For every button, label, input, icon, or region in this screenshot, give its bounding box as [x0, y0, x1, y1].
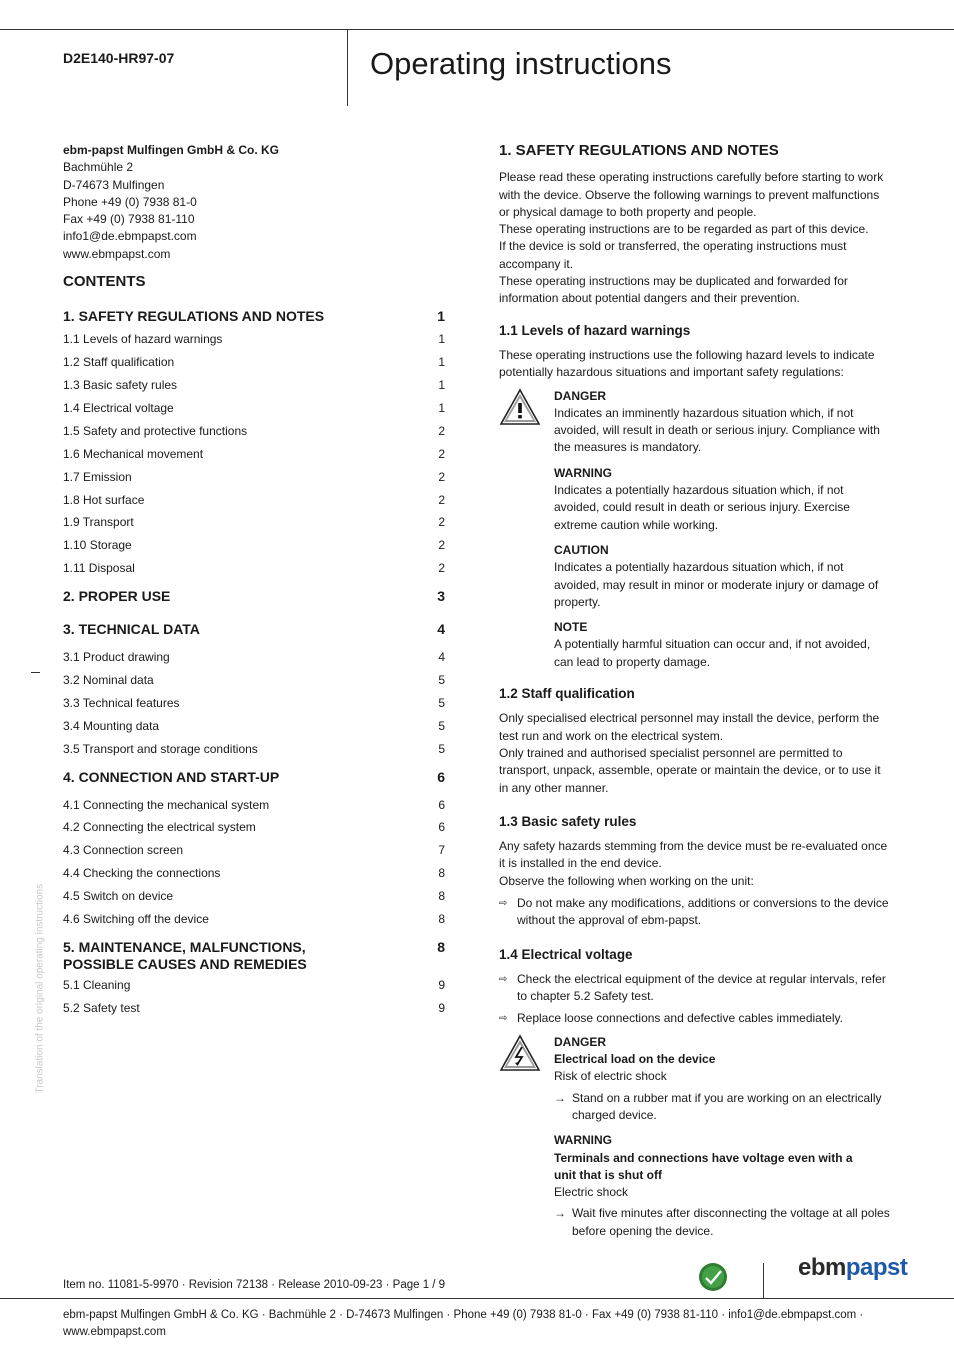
toc-entry[interactable] — [63, 695, 445, 718]
instruction-text: Stand on a rubber mat if you are working on an electrically charged device. — [572, 1090, 882, 1122]
toc-entry[interactable] — [63, 377, 445, 400]
paragraph: If the device is sold or transferred, the operating instructions must accompany it. — [499, 239, 847, 271]
toc-chapter[interactable] — [63, 588, 445, 616]
list-item-text: Check the electrical equipment of the device at regular intervals, refer to chapter 5.2 Safety test. — [517, 971, 886, 1004]
footer-address: ebm-papst Mulfingen GmbH & Co. KG · Bachmühle 2 · D-74673 Mulfingen · Phone +49 (0) 7938 81-0 · Fax +49 (0) 7938 81-110 · info1@de.ebmpapst.com · www.ebmpapst.com — [63, 1309, 864, 1339]
paragraph: Please read these operating instructions carefully before starting to work with the device. Observe the following warnings to prevent malfunctions or physical damage to both property and people. — [499, 170, 884, 219]
toc-entry-label: 1.7 Emission — [63, 469, 132, 484]
ebmpapst-logo: ebmpapst — [798, 1254, 908, 1281]
danger-text: Risk of electric shock — [554, 1069, 667, 1084]
toc-entry[interactable] — [63, 888, 445, 911]
danger-label: DANGER — [554, 388, 607, 403]
instruction-item — [554, 1205, 891, 1240]
toc-entry-label: 4.3 Connection screen — [63, 843, 184, 858]
subsection-title: 1.2 Staff qualification — [499, 686, 635, 702]
list-item — [499, 971, 891, 1006]
caution-text: Indicates a potentially hazardous situation which, if not avoided, may result in minor or moderate injury or damage of property. — [554, 560, 879, 609]
toc-entry-label: 3.1 Product drawing — [63, 650, 170, 665]
toc-entry-label: 5. MAINTENANCE, MALFUNCTIONS, POSSIBLE CAUSES AND REMEDIES — [63, 938, 307, 973]
translation-note: Translation of the original operating instructions — [34, 883, 46, 1094]
instruction-item — [554, 1090, 891, 1125]
note-label: NOTE — [554, 620, 588, 635]
paragraph: These operating instructions are to be regarded as part of this device. — [499, 222, 869, 237]
footer-rule — [0, 1298, 954, 1299]
toc-page-number: 1 — [438, 378, 445, 393]
toc-page-number: 8 — [437, 938, 445, 955]
electrical-hazards — [499, 1034, 891, 1240]
toc-entry[interactable] — [63, 400, 445, 423]
paragraph: These operating instructions use the following hazard levels to indicate potentially hazardous situations and important safety regulations: — [499, 347, 875, 380]
toc-entry[interactable] — [63, 741, 445, 764]
toc-entry[interactable] — [63, 649, 445, 672]
right-arrow-icon: → — [554, 1090, 566, 1105]
toc-page-number: 8 — [438, 889, 445, 904]
header-divider — [347, 30, 348, 106]
logo-divider — [763, 1263, 764, 1299]
paragraph: Only specialised electrical personnel may install the device, perform the test run and work on the electrical system. — [499, 711, 880, 743]
section-title: 1. SAFETY REGULATIONS AND NOTES — [499, 142, 779, 159]
toc-page-number: 6 — [437, 768, 445, 785]
instruction-text: Wait five minutes after disconnecting the voltage at all poles before opening the device. — [572, 1206, 890, 1238]
toc-entry-label: 4. CONNECTION AND START-UP — [63, 768, 280, 785]
email-link[interactable]: info1@de.ebmpapst.com — [63, 229, 197, 244]
toc-entry[interactable] — [63, 1000, 445, 1023]
toc-entry[interactable] — [63, 819, 445, 842]
subsection-title: 1.1 Levels of hazard warnings — [499, 322, 691, 338]
toc-entry[interactable] — [63, 537, 445, 560]
danger-text: Indicates an imminently hazardous situation which, if not avoided, will result in death or serious injury. Compliance with the measures is mandatory. — [554, 405, 880, 455]
toc-entry[interactable] — [63, 718, 445, 741]
toc-page-number: 3 — [437, 588, 445, 605]
toc-entry[interactable] — [63, 977, 445, 1000]
document-info: Item no. 11081-5-9970 · Revision 72138 · Release 2010-09-23 · Page 1 / 9 — [63, 1279, 446, 1291]
toc-entry-label: 2. PROPER USE — [63, 588, 171, 605]
toc-page-number: 5 — [438, 672, 445, 687]
table-of-contents — [63, 273, 445, 1023]
toc-page-number: 4 — [437, 621, 445, 638]
toc-entry[interactable] — [63, 865, 445, 888]
header-top-rule — [0, 29, 954, 30]
toc-entry-label: 1.2 Staff qualification — [63, 355, 175, 370]
toc-entry[interactable] — [63, 446, 445, 469]
list-item-text: Replace loose connections and defective cables immediately. — [517, 1011, 843, 1026]
toc-page-number: 2 — [438, 446, 445, 461]
toc-page-number: 6 — [438, 820, 445, 835]
toc-entry-label: 4.5 Switch on device — [63, 889, 174, 904]
toc-entry-label: 1.8 Hot surface — [63, 492, 145, 507]
toc-page-number: 1 — [438, 332, 445, 347]
toc-list — [63, 308, 445, 1022]
toc-entry-label: 5.1 Cleaning — [63, 977, 131, 992]
toc-entry-label: 1.1 Levels of hazard warnings — [63, 332, 223, 347]
model-number: D2E140-HR97-07 — [63, 50, 175, 66]
toc-entry-label: 4.1 Connecting the mechanical system — [63, 797, 270, 812]
fax: Fax +49 (0) 7938 81-110 — [63, 212, 195, 227]
right-arrow-icon: → — [554, 1206, 566, 1221]
bullet-arrow-icon: ⇨ — [499, 897, 508, 909]
toc-entry[interactable] — [63, 469, 445, 492]
website-link[interactable]: www.ebmpapst.com — [63, 246, 171, 261]
toc-entry[interactable] — [63, 331, 445, 354]
toc-entry[interactable] — [63, 560, 445, 583]
toc-page-number: 4 — [438, 650, 445, 665]
toc-page-number: 2 — [438, 492, 445, 507]
toc-entry-label: 1.10 Storage — [63, 538, 132, 553]
warning-text: Electric shock — [554, 1185, 629, 1200]
toc-entry-label: 1.5 Safety and protective functions — [63, 423, 248, 438]
toc-page-number: 2 — [438, 423, 445, 438]
toc-entry[interactable] — [63, 354, 445, 377]
caution-label: CAUTION — [554, 542, 609, 557]
phone: Phone +49 (0) 7938 81-0 — [63, 194, 197, 209]
bullet-arrow-icon: ⇨ — [499, 973, 508, 985]
danger-subtitle: Electrical load on the device — [554, 1052, 716, 1067]
paragraph: Any safety hazards stemming from the device must be re-evaluated once it is installed in the end device. — [499, 839, 888, 871]
toc-page-number: 8 — [438, 912, 445, 926]
paragraph: These operating instructions may be duplicated and forwarded for information about potential dangers and their prevention. — [499, 274, 848, 306]
toc-entry-label: 3.4 Mounting data — [63, 718, 160, 733]
toc-title: CONTENTS — [63, 273, 146, 290]
toc-entry-label: 1.6 Mechanical movement — [63, 446, 204, 461]
warning-label: WARNING — [554, 1133, 612, 1148]
toc-chapter[interactable] — [63, 308, 445, 331]
toc-entry-label: 1. SAFETY REGULATIONS AND NOTES — [63, 308, 325, 325]
warning-label: WARNING — [554, 465, 612, 480]
warning-subtitle: Terminals and connections have voltage even with a unit that is shut off — [554, 1150, 853, 1182]
toc-page-number: 8 — [438, 866, 445, 881]
toc-entry-label: 1.3 Basic safety rules — [63, 378, 178, 393]
toc-entry[interactable] — [63, 911, 445, 934]
toc-entry[interactable] — [63, 797, 445, 820]
toc-page-number: 1 — [437, 308, 445, 325]
toc-page-number: 5 — [438, 695, 445, 710]
subsection-title: 1.3 Basic safety rules — [499, 813, 637, 829]
danger-label: DANGER — [554, 1034, 607, 1049]
paragraph: Only trained and authorised specialist personnel are permitted to transport, unpack, assemble, operate or maintain the device, or to use it in any other manner. — [499, 745, 881, 795]
main-content — [499, 142, 891, 1240]
list-item — [499, 1010, 891, 1027]
toc-entry[interactable] — [63, 492, 445, 515]
greentech-logo-icon — [698, 1262, 728, 1292]
toc-page-number: 2 — [438, 515, 445, 530]
toc-entry-label: 3. TECHNICAL DATA — [63, 621, 200, 638]
toc-entry-label: 4.6 Switching off the device — [63, 912, 209, 926]
toc-entry-label: 5.2 Safety test — [63, 1000, 140, 1015]
hazard-levels — [499, 388, 891, 671]
toc-entry-label: 3.5 Transport and storage conditions — [63, 741, 258, 756]
toc-entry-label: 1.11 Disposal — [63, 561, 135, 576]
note-text: A potentially harmful situation can occur and, if not avoided, can lead to property damage. — [554, 637, 871, 669]
toc-page-number: 9 — [438, 1000, 445, 1015]
document-title: Operating instructions — [370, 46, 672, 81]
toc-entry[interactable] — [63, 672, 445, 695]
toc-page-number: 7 — [438, 843, 445, 858]
toc-chapter[interactable] — [63, 769, 445, 797]
toc-page-number: 2 — [438, 561, 445, 576]
toc-page-number: 5 — [438, 741, 445, 756]
company-address — [63, 142, 363, 263]
toc-entry-label: 1.9 Transport — [63, 515, 134, 530]
toc-entry-label: 4.2 Connecting the electrical system — [63, 820, 256, 835]
address-line: D-74673 Mulfingen — [63, 177, 165, 192]
toc-page-number: 5 — [438, 718, 445, 733]
toc-entry[interactable] — [63, 423, 445, 446]
high-voltage-icon — [499, 1034, 554, 1240]
paragraph: Observe the following when working on the unit: — [499, 873, 754, 888]
toc-page-number: 9 — [438, 977, 445, 992]
warning-triangle-icon — [499, 388, 554, 671]
bullet-arrow-icon: ⇨ — [499, 1013, 508, 1025]
toc-chapter[interactable] — [63, 621, 445, 649]
toc-entry-label: 3.2 Nominal data — [63, 672, 154, 687]
toc-entry[interactable] — [63, 842, 445, 865]
fold-mark — [31, 672, 40, 673]
list-item — [499, 895, 891, 930]
subsection-title: 1.4 Electrical voltage — [499, 946, 633, 962]
toc-entry-label: 4.4 Checking the connections — [63, 866, 221, 881]
toc-chapter[interactable] — [63, 939, 445, 977]
list-item-text: Do not make any modifications, additions or conversions to the device without the approval of ebm-papst. — [517, 895, 889, 928]
toc-entry-label: 1.4 Electrical voltage — [63, 400, 174, 415]
toc-page-number: 1 — [438, 400, 445, 415]
toc-page-number: 2 — [438, 469, 445, 484]
toc-page-number: 6 — [438, 797, 445, 812]
toc-page-number: 2 — [438, 538, 445, 553]
toc-page-number: 1 — [438, 355, 445, 370]
toc-entry-label: 3.3 Technical features — [63, 695, 180, 710]
address-line: Bachmühle 2 — [63, 160, 134, 175]
toc-entry[interactable] — [63, 514, 445, 537]
company-name: ebm-papst Mulfingen GmbH & Co. KG — [63, 143, 279, 157]
warning-text: Indicates a potentially hazardous situation which, if not avoided, could result in death or serious injury. Exercise extreme caution while working. — [554, 483, 850, 532]
